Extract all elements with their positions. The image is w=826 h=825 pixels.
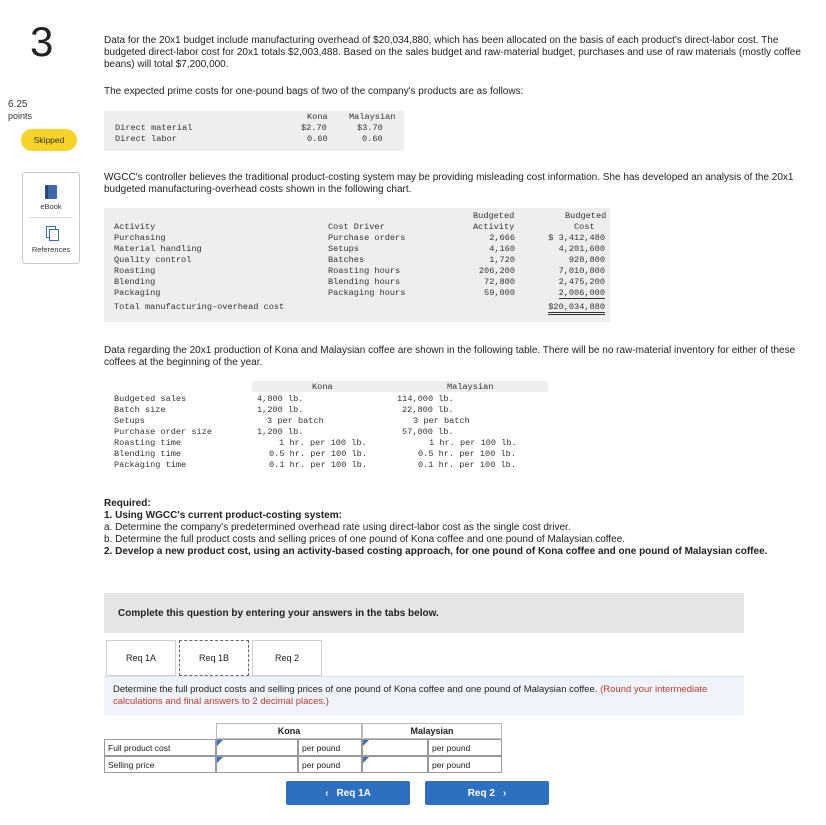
prime-row-label: Direct labor [115,134,177,144]
overhead-qty: 1,720 [489,255,515,265]
prime-row-malaysian: $3.70 [357,123,383,133]
production-header-malaysian: Malaysian [447,382,494,392]
kona-selling-price-input[interactable] [216,756,298,773]
question-number: 3 [30,18,54,65]
answer-header-kona: Kona [216,723,362,739]
production-header-bar [252,381,548,392]
unit-label: per pound [298,739,362,756]
tab-instructions [104,676,744,715]
prime-header-malaysian: Malaysian [349,112,396,122]
overhead-activity: Quality control [114,255,192,265]
overhead-cost: 2,475,200 [558,277,605,287]
next-req-button[interactable] [425,781,549,805]
overhead-activity: Blending [114,277,156,287]
tab-req-1b[interactable]: Req 1B [179,640,249,676]
production-kona: 4,800 lb. [257,394,304,404]
production-label: Batch size [114,405,166,415]
production-label: Purchase order size [114,427,212,437]
overhead-table [104,208,610,322]
overhead-driver: Roasting hours [328,266,401,276]
overhead-qty: 206,200 [478,266,515,276]
intro-paragraph-1: Data for the 20x1 budget include manufacturing overhead of $20,034,880, which has been allocated on the basis of each product's direct-labor cost. The budgeted direct-labor cost for 20x1 totals $2,003,488. Based on the sales budget and raw-material budget, purchases and use of raw materials (mostly coffee beans) will total $7,200,000. [104,35,801,70]
instructions-note: (Round your intermediate calculations and final answers to 2 decimal places.) [113,684,708,707]
overhead-qty: 4,160 [489,244,515,254]
ebook-label: eBook [40,202,62,211]
required-heading: Required: [104,498,151,509]
malaysian-full-cost-input[interactable] [362,739,428,756]
overhead-header: Activity [114,222,156,232]
production-kona: 1,200 lb. [257,405,304,415]
ebook-button[interactable] [23,173,79,217]
chevron-right-icon: › [502,787,507,799]
production-label: Roasting time [114,438,182,448]
production-label: Packaging time [114,460,187,470]
points-label: points [8,111,33,121]
unit-label: per pound [428,739,502,756]
production-kona: 1 hr. per 100 lb. [279,438,367,448]
overhead-qty: 59,000 [484,288,515,298]
overhead-header: Cost Driver [328,222,385,232]
references-label: References [31,245,71,254]
overhead-driver: Blending hours [328,277,401,287]
overhead-cost: 928,800 [568,255,605,265]
overhead-activity: Purchasing [114,233,166,243]
tab-req-1a[interactable]: Req 1A [106,640,176,676]
production-malaysian: 0.5 hr. per 100 lb. [418,449,516,459]
tab-req-2[interactable]: Req 2 [252,640,322,676]
production-label: Blending time [114,449,182,459]
intro-paragraph-3: WGCC's controller believes the traditional product-costing system may be providing misleading cost information. She has developed an analysis of the 20x1 budgeted manufacturing-overhead costs shown in the following chart. [104,172,794,195]
prev-req-label: Req 1A [336,787,371,799]
resource-panel [22,172,80,264]
prime-row-label: Direct material [115,123,193,133]
production-kona: 1,200 lb. [257,427,304,437]
overhead-cost: $ 3,412,480 [548,233,605,243]
production-kona: 0.5 hr. per 100 lb. [269,449,367,459]
overhead-driver: Batches [328,255,365,265]
intro-paragraph-4: Data regarding the 20x1 production of Kona and Malaysian coffee are shown in the following table. There will be no raw-material inventory for either of these coffees at the beginning of the year. [104,345,796,368]
required-line: a. Determine the company's predetermined overhead rate using direct-labor cost as the single cost driver. [104,522,571,533]
next-req-label: Req 2 [467,787,495,799]
production-table [104,381,548,476]
required-section [104,498,804,558]
overhead-activity: Material handling [114,244,202,254]
answer-row-label: Full product cost [104,739,216,756]
production-kona: 0.1 hr. per 100 lb. [269,460,367,470]
overhead-header: Budgeted [473,211,515,221]
production-malaysian: 114,000 lb. [397,394,454,404]
production-malaysian: 57,000 lb. [402,427,454,437]
overhead-total-label: Total manufacturing-overhead cost [114,302,285,312]
references-icon [46,226,56,238]
production-kona: 3 per batch [267,416,324,426]
production-label: Budgeted sales [114,394,187,404]
skipped-badge: Skipped [21,129,77,151]
overhead-driver: Packaging hours [328,288,406,298]
prime-row-malaysian: 0.60 [362,134,383,144]
production-header-kona: Kona [312,382,333,392]
overhead-cost: 2,006,000 [558,288,605,298]
overhead-driver: Setups [328,244,359,254]
required-line: b. Determine the full product costs and selling prices of one pound of Kona coffee and one pound of Malaysian coffee. [104,534,626,545]
overhead-cost: 4,201,600 [558,244,605,254]
kona-full-cost-input[interactable] [216,739,298,756]
required-line: 2. Develop a new product cost, using an activity-based costing approach, for one pound of Kona coffee and one pound of Malaysian coffee. [104,546,768,557]
prime-header-kona: Kona [307,112,328,122]
malaysian-selling-price-input[interactable] [362,756,428,773]
prime-row-kona: 0.60 [307,134,328,144]
instructions-main: Determine the full product costs and selling prices of one pound of Kona coffee and one pound of Malaysian coffee. [113,684,598,695]
answer-row-label: Selling price [104,756,216,773]
required-line: 1. Using WGCC's current product-costing system: [104,510,342,521]
unit-label: per pound [298,756,362,773]
overhead-activity: Roasting [114,266,156,276]
answer-header-malaysian: Malaysian [362,723,502,739]
intro-paragraph-2: The expected prime costs for one-pound bags of two of the company's products are as follows: [104,86,524,97]
overhead-driver: Purchase orders [328,233,406,243]
overhead-activity: Packaging [114,288,161,298]
production-malaysian: 22,800 lb. [402,405,454,415]
points-value: 6.25 [8,99,28,110]
production-label: Setups [114,416,145,426]
overhead-header: Cost [574,222,595,232]
references-button[interactable] [23,218,79,263]
production-malaysian: 0.1 hr. per 100 lb. [418,460,516,470]
chevron-left-icon: ‹ [325,787,329,799]
prime-cost-table [104,111,404,151]
overhead-qty: 2,666 [489,233,515,243]
overhead-qty: 72,800 [484,277,515,287]
production-malaysian: 3 per batch [413,416,470,426]
overhead-total-value: $20,034,880 [548,302,605,315]
overhead-header: Budgeted [565,211,607,221]
prime-row-kona: $2.70 [301,123,327,133]
book-icon [45,185,57,199]
production-malaysian: 1 hr. per 100 lb. [429,438,517,448]
overhead-cost: 7,010,800 [558,266,605,276]
prev-req-button[interactable] [286,781,410,805]
unit-label: per pound [428,756,502,773]
complete-instructions-bar: Complete this question by entering your answers in the tabs below. [104,593,744,633]
overhead-header: Activity [473,222,515,232]
